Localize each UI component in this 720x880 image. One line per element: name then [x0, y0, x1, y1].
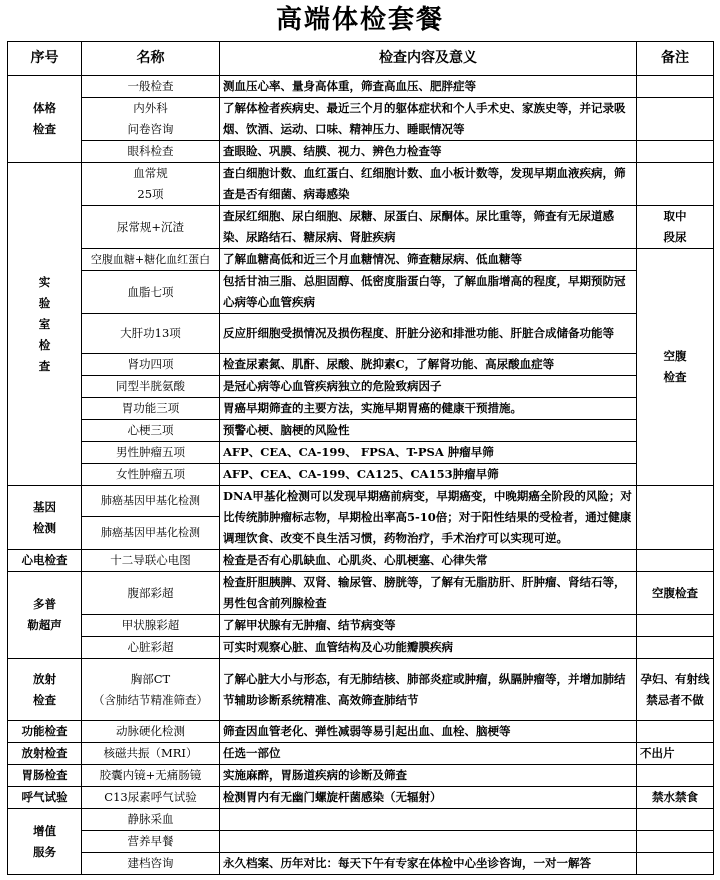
- item-name: 心脏彩超: [82, 637, 220, 659]
- item-name: 建档咨询: [82, 853, 220, 875]
- header-row: [8, 42, 714, 76]
- item-name: 尿常规+沉渣: [82, 206, 220, 249]
- item-note: [637, 809, 714, 831]
- category-function: 功能检查: [8, 721, 82, 743]
- item-note: [637, 637, 714, 659]
- table-row: [8, 376, 714, 398]
- category-lab: 实 验 室 检 查: [8, 163, 82, 486]
- item-name: 心梗三项: [82, 420, 220, 442]
- item-name: 内外科 问卷咨询: [82, 98, 220, 141]
- item-name: 胃功能三项: [82, 398, 220, 420]
- table-row: [8, 249, 714, 271]
- item-desc: 可实时观察心脏、血管结构及心功能瓣膜疾病: [220, 637, 637, 659]
- item-desc: 任选一部位: [220, 743, 637, 765]
- table-row: [8, 98, 714, 141]
- table-row: [8, 163, 714, 206]
- category-physical: 体格 检查: [8, 76, 82, 163]
- item-note: [637, 163, 714, 206]
- item-desc: 检查肝胆胰脾、双肾、输尿管、膀胱等，了解有无脂肪肝、肝肿瘤、肾结石等，男性包含前列腺检查: [220, 572, 637, 615]
- item-note: [637, 615, 714, 637]
- item-desc: 永久档案、历年对比：每天下午有专家在体检中心坐诊咨询，一对一解答: [220, 853, 637, 875]
- item-desc: 胃癌早期筛查的主要方法，实施早期胃癌的健康干预措施。: [220, 398, 637, 420]
- item-desc: 了解体检者疾病史、最近三个月的躯体症状和个人手术史、家族史等，并记录吸烟、饮酒、运动、口味、精神压力、睡眠情况等: [220, 98, 637, 141]
- table-row: [8, 76, 714, 98]
- table-row: [8, 442, 714, 464]
- note-ct: 孕妇、有射线禁忌者不做: [637, 659, 714, 721]
- table-row: [8, 615, 714, 637]
- item-desc: 检测胃内有无幽门螺旋杆菌感染（无辐射）: [220, 787, 637, 809]
- table-row: [8, 721, 714, 743]
- item-name: 肺癌基因甲基化检测: [82, 486, 220, 517]
- table-row: [8, 787, 714, 809]
- item-desc: 检查是否有心肌缺血、心肌炎、心肌梗塞、心律失常: [220, 550, 637, 572]
- table-row: [8, 831, 714, 853]
- header-note: 备注: [637, 42, 714, 76]
- table-row: [8, 271, 714, 314]
- item-name: 女性肿瘤五项: [82, 464, 220, 486]
- item-name: 胶囊内镜+无痛肠镜: [82, 765, 220, 787]
- item-desc: 查白细胞计数、血红蛋白、红细胞计数、血小板计数等，发现早期血液疾病，筛查是否有细菌、病毒感染: [220, 163, 637, 206]
- item-name: 血脂七项: [82, 271, 220, 314]
- item-note: [637, 141, 714, 163]
- package-table: [7, 41, 714, 875]
- category-gi: 胃肠检查: [8, 765, 82, 787]
- item-name: 十二导联心电图: [82, 550, 220, 572]
- item-name: 男性肿瘤五项: [82, 442, 220, 464]
- item-desc: 实施麻醉，胃肠道疾病的诊断及筛查: [220, 765, 637, 787]
- note-urine: 取中 段尿: [637, 206, 714, 249]
- item-name: 营养早餐: [82, 831, 220, 853]
- item-desc: 查尿红细胞、尿白细胞、尿糖、尿蛋白、尿酮体。尿比重等，筛查有无尿道感染、尿路结石、糖尿病、肾脏疾病: [220, 206, 637, 249]
- table-row: [8, 206, 714, 249]
- category-ultrasound: 多普 勒超声: [8, 572, 82, 659]
- item-name: 一般检查: [82, 76, 220, 98]
- table-row: [8, 659, 714, 721]
- item-desc: AFP、CEA、CA-199、CA125、CA153肿瘤早筛: [220, 464, 637, 486]
- table-row: [8, 765, 714, 787]
- item-desc: 是冠心病等心血管疾病独立的危险致病因子: [220, 376, 637, 398]
- item-note: [637, 765, 714, 787]
- table-row: [8, 743, 714, 765]
- item-note: [637, 831, 714, 853]
- item-name: 大肝功13项: [82, 314, 220, 354]
- item-note: [637, 550, 714, 572]
- item-note: [637, 98, 714, 141]
- table-row: [8, 486, 714, 517]
- item-desc: AFP、CEA、CA-199、 FPSA、T-PSA 肿瘤早筛: [220, 442, 637, 464]
- item-name: 动脉硬化检测: [82, 721, 220, 743]
- item-desc: 预警心梗、脑梗的风险性: [220, 420, 637, 442]
- table-row: [8, 853, 714, 875]
- item-desc: [220, 809, 637, 831]
- item-name: C13尿素呼气试验: [82, 787, 220, 809]
- item-note: [637, 853, 714, 875]
- category-mri: 放射检查: [8, 743, 82, 765]
- item-name: 眼科检查: [82, 141, 220, 163]
- item-name: 核磁共振（MRI）: [82, 743, 220, 765]
- item-note: [637, 76, 714, 98]
- item-name: 胸部CT （含肺结节精准筛查）: [82, 659, 220, 721]
- item-desc: 测血压心率、量身高体重，筛查高血压、肥胖症等: [220, 76, 637, 98]
- header-content: 检查内容及意义: [220, 42, 637, 76]
- item-desc: DNA甲基化检测可以发现早期癌前病变，早期癌变，中晚期癌全阶段的风险；对比传统肺肿瘤标志物，早期检出率高5-10倍；对于阳性结果的受检者，通过健康调理饮食、改变不良生活习惯，药物治疗，手术治疗可以实现可逆。: [220, 486, 637, 550]
- item-name: 血常规 25项: [82, 163, 220, 206]
- category-ecg: 心电检查: [8, 550, 82, 572]
- table-row: [8, 420, 714, 442]
- table-row: [8, 809, 714, 831]
- header-no: 序号: [8, 42, 82, 76]
- table-row: [8, 637, 714, 659]
- item-desc: [220, 831, 637, 853]
- table-row: [8, 141, 714, 163]
- item-desc: 了解心脏大小与形态，有无肺结核、肺部炎症或肿瘤，纵膈肿瘤等，并增加肺结节辅助诊断系统精准、高效筛查肺结节: [220, 659, 637, 721]
- item-name: 甲状腺彩超: [82, 615, 220, 637]
- item-desc: 查眼睑、巩膜、结膜、视力、辨色力检查等: [220, 141, 637, 163]
- page-title: 高端体检套餐: [275, 5, 444, 35]
- note-mri: 不出片: [637, 743, 714, 765]
- item-name: 肾功四项: [82, 354, 220, 376]
- item-desc: 检查尿素氮、肌酐、尿酸、胱抑素C，了解肾功能、高尿酸血症等: [220, 354, 637, 376]
- item-desc: 反应肝细胞受损情况及损伤程度、肝脏分泌和排泄功能、肝脏合成储备功能等: [220, 314, 637, 354]
- table-row: [8, 464, 714, 486]
- table-row: [8, 398, 714, 420]
- table-row: [8, 550, 714, 572]
- table-row: [8, 314, 714, 354]
- category-breath: 呼气试验: [8, 787, 82, 809]
- note-fasting: 空腹 检查: [637, 249, 714, 486]
- header-name: 名称: [82, 42, 220, 76]
- item-name: 腹部彩超: [82, 572, 220, 615]
- item-name: 肺癌基因甲基化检测: [82, 516, 220, 549]
- note-ultrasound: 空腹检查: [637, 572, 714, 615]
- category-radiology: 放射 检查: [8, 659, 82, 721]
- item-name: 空腹血糖+糖化血红蛋白: [82, 249, 220, 271]
- item-name: 同型半胱氨酸: [82, 376, 220, 398]
- category-value: 增值 服务: [8, 809, 82, 875]
- table-row: [8, 354, 714, 376]
- item-desc: 包括甘油三脂、总胆固醇、低密度脂蛋白等，了解血脂增高的程度，早期预防冠心病等心血管疾病: [220, 271, 637, 314]
- item-desc: 了解甲状腺有无肿瘤、结节病变等: [220, 615, 637, 637]
- category-gene: 基因 检测: [8, 486, 82, 550]
- item-note: [637, 721, 714, 743]
- item-desc: 筛查因血管老化、弹性减弱等易引起出血、血栓、脑梗等: [220, 721, 637, 743]
- table-row: [8, 572, 714, 615]
- item-note: [637, 486, 714, 550]
- note-breath: 禁水禁食: [637, 787, 714, 809]
- item-desc: 了解血糖高低和近三个月血糖情况、筛查糖尿病、低血糖等: [220, 249, 637, 271]
- item-name: 静脉采血: [82, 809, 220, 831]
